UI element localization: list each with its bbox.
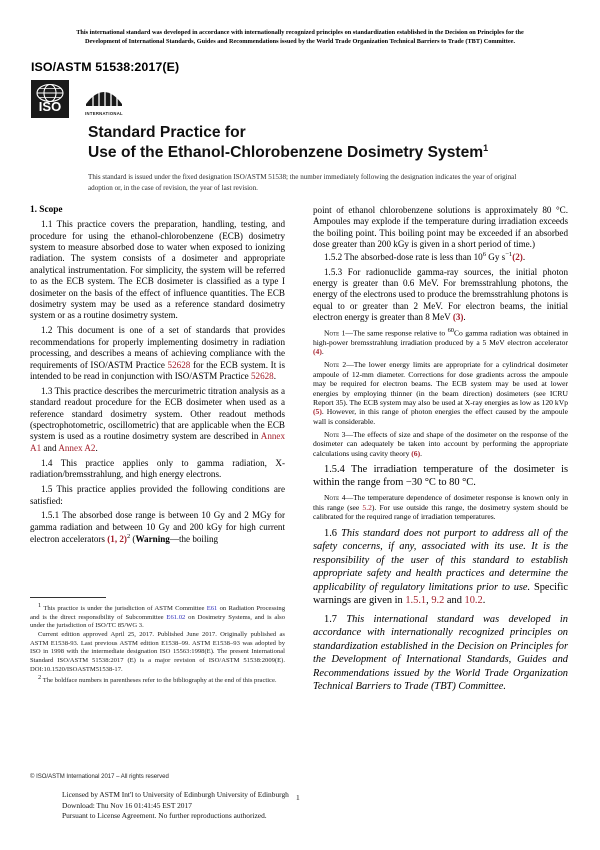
p1-6-text-c: , — [426, 595, 432, 607]
warning-label: Warning — [135, 534, 170, 545]
issue-statement: This standard is issued under the fixed designation ISO/ASTM 51538; the number immediately following the designation indicates the year of original adoption or, in the case of revision, the year of last revision. — [88, 173, 517, 192]
p1-6-number: 1.6 — [324, 527, 342, 539]
p1-6-italic-text: This standard does not purport to address all of the safety concerns, if any, associated with its use. It is the responsibility of the user of this standard to establish appropriate safety and health practices and determine the applicability of regulatory limitations prior to use. — [313, 527, 568, 593]
p1-5-3-text-b: . — [463, 312, 466, 323]
p1-3-text-b: and — [41, 442, 59, 453]
left-column — [30, 205, 285, 546]
paragraph-1-5-4: 1.5.4 The irradiation temperature of the dosimeter is within the range from −30 °C to 80 °C. — [313, 463, 568, 489]
bibliography-ref-3[interactable]: (3) — [452, 312, 464, 323]
link-52628-b[interactable]: 52628 — [250, 370, 274, 381]
paragraph-1-5-1-continued: point of ethanol chlorobenzene solutions is approximately 80 °C. Ampoules may explode if the temperature during irradiation exceeds the boiling point. This boiling point may be exceeded if an absorbed dose greater than 200 kGy is given in a short period of time.) — [313, 205, 568, 250]
svg-text:INTERNATIONAL: INTERNATIONAL — [85, 111, 123, 116]
p1-7-italic-text: This international standard was developed in accordance with internationally recognized principles on standardization established in the Decision on Principles for the Development of International Standards, Guides and Recommendations issued by the World Trade Organization Technical Barriers to Trade (TBT) Committee. — [313, 613, 568, 693]
paragraph-1-5-1 — [30, 510, 285, 545]
note-2 — [313, 360, 568, 426]
p1-5-3-text-a: 1.5.3 For radionuclide gamma-ray sources, the initial photon energy is greater than 0.6 MeV. For bremsstrahlung photons, the energy of the electrons used to produce the bremsstrahlung photons is equal to or greater than 2 MeV. For electron beams, the initial electron energy is greater than 8 MeV — [313, 266, 568, 323]
p1-5-1-text-c: —the boiling — [169, 534, 219, 545]
link-section-1-5-1[interactable]: 1.5.1 — [405, 595, 427, 607]
paragraph-1-2 — [30, 325, 285, 382]
logo-group — [31, 78, 126, 118]
p1-3-text-a: 1.3 This practice describes the mercurimetric titration analysis as a standard readout procedure for the ECB dosimeter when used as a reference standard dosimetry system. Other readout methods (spectrophotometric, oscillometric) that are applicable when the ECB system is used as a routine dosimetry system are described in — [30, 385, 285, 442]
note-3-label: Note 3 — [324, 429, 346, 439]
paragraph-1-1: 1.1 This practice covers the preparation, handling, testing, and procedure for using the ethanol-chlorobenzene (ECB) dosimetry system to measure absorbed dose to water when exposed to ionizing radiation. The system consists of a dosimeter and appropriate analytical instrumentation. For simplicity, the system will be referred to as the ECB system. The ECB dosimeter is classified as a type I dosimeter on the basis of the effect of influence quantities. The ECB dosimetry system may be used as a reference standard dosimetry system or as a routine dosimetry system. — [30, 219, 285, 321]
p1-6-text-b: Specific warnings are given in — [313, 581, 568, 607]
p1-5-2-text-b: Gy s — [485, 251, 506, 262]
note-1-text-a: —The same response relative to — [345, 328, 448, 338]
paragraph-1-5-3 — [313, 267, 568, 324]
iso-logo-icon — [31, 80, 69, 118]
tbt-header — [32, 28, 568, 46]
title-line-1: Standard Practice for — [88, 124, 246, 141]
bibliography-ref-2[interactable]: (2) — [512, 251, 523, 262]
note-4-text-a: —The temperature dependence of dosimeter response is known only in this range (see — [313, 493, 568, 512]
footnote-2-text: The boldface numbers in parentheses refer to the bibliography at the end of this practice. — [41, 677, 277, 685]
footnote-1-text-b: on Radiation Processing and is the direct responsibility of Subcommittee — [30, 605, 286, 621]
license-line-3: Pursuant to License Agreement. No further reproductions authorized. — [62, 811, 267, 821]
bibliography-ref-6[interactable]: (6) — [411, 448, 421, 458]
footnote-1-text-c: on Dosimetry Systems, and is also under the jurisdiction of ISO/TC 85/WG 3. — [30, 613, 285, 630]
link-section-9-2[interactable]: 9.2 — [431, 595, 445, 607]
footnote-marker-2: 2 — [126, 533, 131, 541]
bibliography-ref-5[interactable]: (5) — [313, 407, 322, 417]
note-4 — [313, 493, 568, 521]
note-3-text-b: . — [420, 448, 423, 458]
p1-6-text-d: and — [444, 595, 465, 607]
tbt-header-line1: This international standard was developed in accordance with internationally recognized principles on standardization established in the Decision on Principles for the — [76, 29, 524, 36]
license-line-1: Licensed by ASTM Int'l to University of Edinburgh University of Edinburgh — [62, 790, 289, 799]
right-column — [313, 205, 568, 694]
bibliography-ref-4[interactable]: (4) — [313, 347, 322, 357]
section-heading-scope: 1. Scope — [30, 205, 63, 215]
p1-5-1-text-a: 1.5.1 The absorbed dose range is between 10 Gy and 2 MGy for gamma radiation and between 10 Gy and 200 kGy for high current electron accelerators — [30, 510, 285, 545]
footnote-block — [30, 597, 285, 686]
p1-3-text-c: . — [95, 442, 98, 453]
footnote-1-edition-info: Current edition approved April 25, 2017. Published June 2017. Originally published as ASTM E1538-93. Last previous ASTM edition E1538–99. ASTM E1538–93 was adopted by ISO in 1998 with the intermediate designation ISO 15563:1998(E). The present International Standard ISO/ASTM 51538:2017 (E) is a major revision of ISO/ASTM 51538:2009(E). DOI:10.1520/ISOASTM51538-17. — [30, 631, 285, 673]
page-title — [88, 123, 558, 163]
paragraph-1-3 — [30, 386, 285, 454]
p1-7-number: 1.7 — [324, 613, 347, 625]
license-notice — [62, 790, 362, 822]
p1-6-text-e: . — [482, 595, 486, 607]
link-section-10-2[interactable]: 10.2 — [464, 595, 483, 607]
p1-5-2-text-a: 1.5.2 The absorbed-dose rate is less than 10 — [324, 251, 483, 262]
bibliography-ref-1-2[interactable]: (1, 2) — [107, 534, 127, 545]
copyright-notice: © ISO/ASTM International 2017 – All rights reserved — [30, 774, 169, 780]
isotope-mass-60: 60 — [447, 327, 454, 335]
title-line-2 — [88, 143, 558, 163]
link-52628-a[interactable]: 52628 — [167, 359, 191, 370]
footnote-1 — [30, 602, 285, 631]
p1-2-text-c: . — [273, 370, 276, 381]
p1-5-1-text-b: ( — [130, 534, 136, 545]
note-4-text-b: ). For use outside this range, the dosimetry system should be calibrated for the required range of irradiation temperatures. — [313, 502, 568, 522]
link-section-5-2[interactable]: 5.2 — [362, 502, 372, 512]
tbt-header-line2: Development of International Standards, Guides and Recommendations issued by the World Trade Organization Technical Barriers to Trade (TBT) Committee. — [84, 38, 516, 46]
page-number: 1 — [296, 793, 300, 802]
note-1 — [313, 327, 568, 357]
paragraph-1-5-2 — [313, 251, 568, 263]
link-subcommittee-e61-02[interactable]: E61.02 — [166, 613, 186, 621]
svg-text:ISO: ISO — [38, 99, 62, 114]
title-footnote-marker: 1 — [483, 142, 489, 153]
footnote-divider — [30, 597, 106, 598]
note-1-text-b: Co gamma radiation was obtained in high-power bremsstrahlung irradiation produced by a 5 MeV electron accelerator — [313, 328, 568, 348]
paragraph-1-6 — [313, 527, 568, 608]
note-3-text-a: —The effects of size and shape of the dosimeter on the response of the dosimeter can adequately be taken into account by performing the appropriate calculations using cavity theory — [313, 429, 568, 458]
astm-logo-icon — [82, 78, 126, 118]
note-3 — [313, 430, 568, 458]
title-line-2-text: Use of the Ethanol-Chlorobenzene Dosimetry System — [88, 144, 484, 162]
link-annex-a1[interactable]: Annex A1 — [30, 431, 285, 453]
exponent-minus-1: −1 — [505, 250, 513, 258]
note-4-label: Note 4 — [324, 493, 346, 503]
license-line-2: Download: Thu Nov 16 01:41:45 EST 2017 — [62, 800, 192, 810]
paragraph-1-4: 1.4 This practice applies only to gamma radiation, X-radiation/bremsstrahlung, and high energy electrons. — [30, 457, 285, 480]
note-1-text-c: . — [321, 347, 324, 357]
p1-2-text-a: 1.2 This document is one of a set of standards that provides recommendations for properly implementing dosimetry in radiation processing, and describes a means of achieving compliance with the requirements of ISO/ASTM Practice — [30, 325, 285, 370]
footnote-2 — [30, 674, 285, 686]
footnote-1-text-a: This practice is under the jurisdiction of ASTM Committee — [41, 605, 207, 613]
paragraph-1-5: 1.5 This practice applies provided the following conditions are satisfied: — [30, 484, 285, 506]
note-2-text-a: —The lower energy limits are appropriate for a cylindrical dosimeter ampoule of 12-mm diameter. Corrections for dose gradients across the ampoule may be required for electron beams. The ECB system may be used at lower energies by employing thinner (in the beam direction) dosimeters (see ICRU Report 35). The ECB system may also be used at X-ray energies as low as 120 kVp — [313, 360, 568, 407]
standard-designation: ISO/ASTM 51538:2017(E) — [31, 60, 180, 74]
exponent-6: 6 — [482, 250, 486, 258]
note-1-label: Note 1 — [324, 328, 346, 338]
footnote-2-marker: 2 — [38, 674, 42, 682]
note-2-label: Note 2 — [324, 360, 347, 370]
p1-2-text-b: for the ECB system. It is intended to be read in conjunction with ISO/ASTM Practice — [30, 359, 285, 381]
p1-5-2-text-c: . — [522, 251, 526, 262]
footnote-1-marker: 1 — [38, 602, 42, 609]
link-committee-e61[interactable]: E61 — [206, 605, 218, 613]
link-annex-a2[interactable]: Annex A2 — [58, 442, 96, 453]
paragraph-1-7 — [313, 613, 568, 694]
note-2-text-b: . However, in this range of photon energies the effect caused by the ampoule wall is considerable. — [313, 407, 568, 426]
